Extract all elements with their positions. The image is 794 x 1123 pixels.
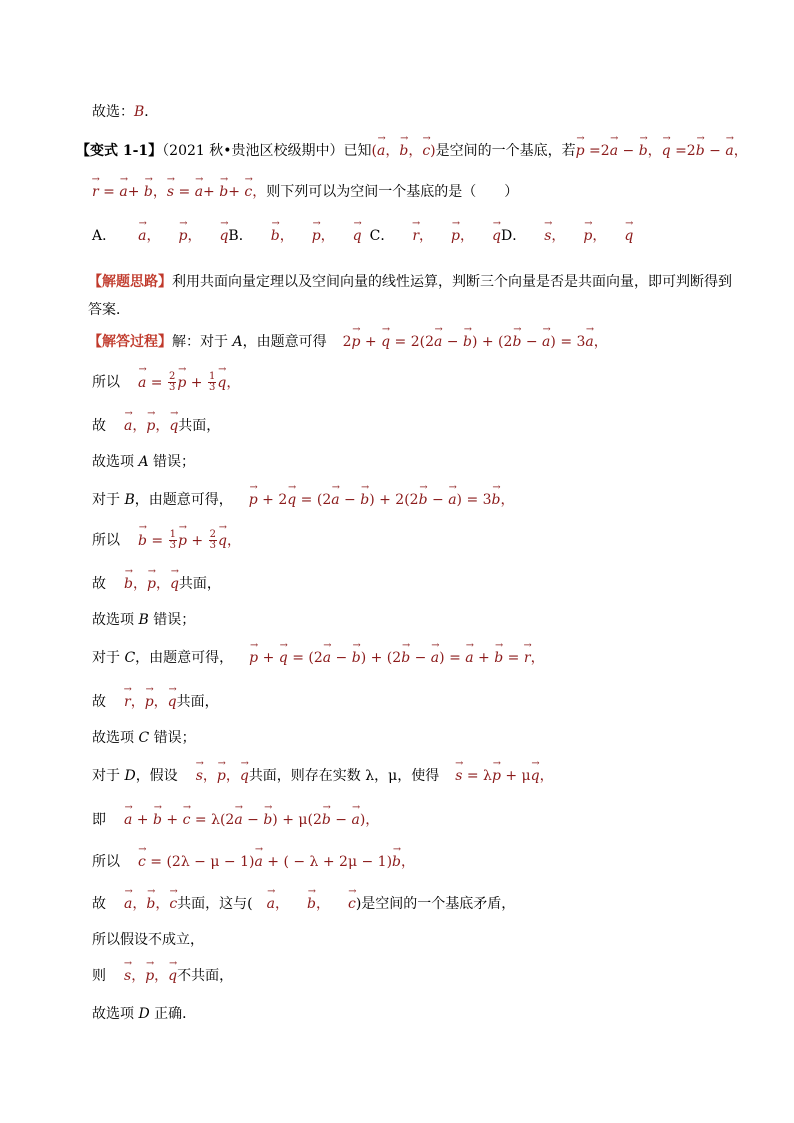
text: 故 — [92, 418, 106, 434]
variant-question — [76, 141, 748, 161]
variant-source: （2021 秋•贵池区校级期中） — [162, 143, 344, 159]
text: 故 — [92, 694, 106, 710]
variant-question-2 — [92, 182, 734, 202]
text: 所以 — [92, 854, 120, 870]
options-line — [92, 226, 734, 246]
idea-text: 利用共面向量定理以及空间向量的线性运算，判断三个向量是否是共面向量，即可判断得到答案． — [88, 274, 732, 318]
text: 所以 — [92, 532, 120, 549]
text: 共面， — [178, 418, 221, 434]
math: → r，→ p，→ q — [124, 694, 177, 710]
letter: A — [232, 334, 243, 350]
process-line-4 — [92, 452, 734, 472]
process-line-5 — [92, 490, 734, 510]
text: ，由题意可得， — [135, 650, 234, 666]
answer-line — [92, 102, 734, 122]
math: → p =2→ a − → b，→ q =2→ b − → a， — [576, 143, 748, 159]
text: 所以假设不成立， — [92, 932, 204, 948]
text: 共面，则存在实数 λ，μ，使得 — [248, 768, 440, 784]
math: → b，→ p，→ q — [271, 228, 362, 244]
process-line-16 — [92, 930, 734, 950]
text: 共面，这与( — [177, 896, 253, 912]
process-line-1 — [88, 332, 734, 352]
math: → a，→ b，→ c — [124, 896, 177, 912]
text: 所以 — [92, 374, 120, 391]
text: ，由题意可得， — [134, 492, 233, 508]
text: 解：对于 — [172, 334, 233, 350]
text: 共面， — [176, 694, 219, 710]
letter: C — [138, 730, 150, 746]
process-line-6 — [92, 530, 734, 551]
text: 则下列可以为空间一个基底的是（ ） — [266, 184, 519, 200]
math: → s = λ→ p + μ→ q， — [455, 768, 553, 784]
text: 错误； — [149, 730, 196, 746]
math: → a，→ p，→ q — [124, 418, 178, 434]
text: 故选项 — [92, 454, 139, 470]
text: )是空间的一个基底矛盾， — [355, 896, 516, 912]
process-line-2 — [92, 372, 734, 393]
math: → s，→ p，→ q — [196, 768, 249, 784]
process-line-10 — [92, 692, 734, 712]
process-line-8 — [92, 610, 734, 630]
text: 即 — [92, 812, 106, 828]
process-line-9 — [92, 648, 734, 668]
text: 故选项 — [92, 612, 139, 628]
process-line-17 — [92, 966, 734, 986]
letter: D — [124, 768, 136, 784]
math: → a + → b + → c = λ(2→ a − → b) + μ(2→ b − → a)， — [124, 812, 379, 828]
text: 共面， — [178, 576, 221, 592]
math: → b，→ p，→ q — [124, 576, 179, 592]
math: → a，→ p，→ q — [138, 228, 228, 244]
letter: C — [124, 650, 136, 666]
text: ，假设 — [135, 768, 178, 784]
math: → s，→ p，→ q — [544, 228, 633, 244]
text: 故选： — [92, 104, 134, 120]
process-line-18 — [92, 1004, 734, 1024]
process-tag: 【解答过程】 — [88, 334, 172, 350]
text: 故选项 — [92, 1006, 139, 1022]
text: 已知 — [343, 143, 372, 159]
text: 故 — [92, 576, 106, 592]
letter: A — [138, 454, 149, 470]
process-line-14 — [92, 852, 734, 872]
math: → c = (2λ − μ − 1)→ a + ( − λ + 2μ − 1)→ b， — [138, 854, 415, 870]
answer-letter: B — [134, 104, 145, 120]
math: → b = $\frac{1}{3}$ → p + $\frac{2}{3}$ → q， — [138, 533, 241, 549]
text: 对于 — [92, 768, 125, 784]
text: 错误； — [148, 612, 196, 628]
math: → s，→ p，→ q — [124, 968, 177, 984]
process-line-15 — [92, 894, 734, 914]
letter: B — [138, 612, 149, 628]
process-line-13 — [92, 810, 734, 830]
process-line-3 — [92, 416, 734, 436]
solution-idea — [88, 268, 738, 324]
option-c-label: C． — [369, 228, 395, 244]
text: ，由题意可得 — [242, 334, 327, 350]
variant-tag: 【变式 1-1】 — [76, 143, 163, 159]
text: 故 — [92, 896, 106, 912]
process-line-12 — [92, 766, 734, 786]
math: 2→ p + → q = 2(2→ a − → b) + (2→ b − → a) = 3→ a， — [343, 334, 608, 350]
text: 故选项 — [92, 730, 139, 746]
option-b-label: B． — [228, 228, 253, 244]
letter: B — [124, 492, 135, 508]
process-line-7 — [92, 574, 734, 594]
math: → p + → q = (2→ a − → b) + (2→ b − → a) = → a + → b = → r， — [249, 650, 544, 666]
text: 对于 — [92, 650, 125, 666]
math: → r，→ p，→ q — [412, 228, 501, 244]
idea-tag: 【解题思路】 — [88, 274, 172, 290]
process-line-11 — [92, 728, 734, 748]
text: 对于 — [92, 492, 125, 508]
math: → r = → a+ → b，→ s = → a+ → b+ → c， — [92, 184, 266, 200]
letter: D — [138, 1006, 150, 1022]
text: 正确． — [149, 1006, 197, 1022]
option-a-label: A． — [92, 228, 117, 244]
math: → p + 2→ q = (2→ a − → b) + 2(2→ b − → a) = 3→ b， — [249, 492, 515, 508]
math: (→ a，→ b，→ c) — [372, 143, 436, 159]
text: 不共面， — [177, 968, 234, 984]
text: 则 — [92, 968, 106, 984]
text: 是空间的一个基底，若 — [435, 143, 576, 159]
math: → a = $\frac{2}{3}$ → p + $\frac{1}{3}$ → q， — [138, 375, 240, 391]
text: 错误； — [148, 454, 196, 470]
text: ． — [144, 104, 159, 120]
option-d-label: D． — [500, 228, 527, 244]
math: → a，→ b，→ c — [267, 896, 356, 912]
